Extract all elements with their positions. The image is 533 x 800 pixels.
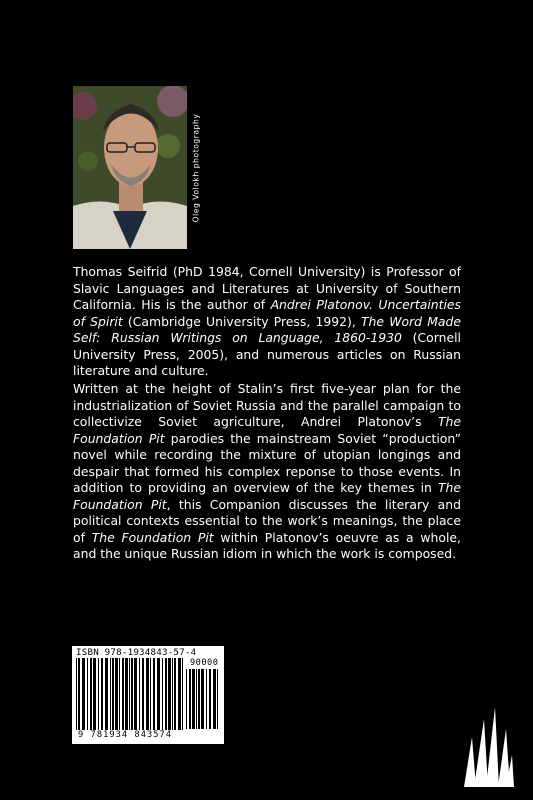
book-description: Written at the height of Stalin’s first five-year plan for the industrialization of Soviet Russia and the parallel campaign to collectivize Soviet agriculture, Andrei Platonov’s The Foundation Pit parodies the mainstream Soviet “production” novel while recording the mixture of utopian longings and despair that formed his complex reponse to those events. In addition to providing an overview of the key themes in The Foundation Pit, this Companion discusses the literary and political contexts essential to the work’s meanings, the place of The Foundation Pit within Platonov’s oeuvre as a whole, and the unique Russian idiom in which the work is composed. (73, 381, 461, 561)
barcode-bar (182, 658, 183, 730)
barcode-bar (119, 658, 120, 730)
barcode-bar (122, 658, 124, 730)
barcode-bar (87, 658, 88, 730)
barcode-bar (115, 658, 118, 730)
barcode-bar (146, 658, 149, 730)
barcode-bar (90, 658, 92, 730)
barcode-bar (125, 658, 128, 730)
author-photo (73, 86, 187, 249)
barcode-bar (209, 669, 211, 729)
barcode-bar (105, 658, 108, 730)
barcode-bar (142, 658, 144, 730)
barcode-digits: 9 781934 843574 (78, 730, 173, 740)
barcode-bar (172, 658, 173, 730)
barcode-bar (134, 658, 137, 730)
barcode-bar (162, 658, 163, 730)
barcode-bar (198, 669, 200, 729)
printer-logo-icon (462, 707, 514, 787)
barcode-bar (196, 669, 197, 729)
author-bio: Thomas Seifrid (PhD 1984, Cornell University) is Professor of Slavic Languages and Literatures at University of Southern California. His is the author of Andrei Platonov. Uncertainties of Spirit (Cambridge University Press, 1992), The Word Made Self: Russian Writings on Language, 1860-1930 (Cornell University Press, 2005), and numerous articles on Russian literature and culture. (73, 264, 461, 378)
barcode-bar (112, 658, 114, 730)
barcode-bar (165, 658, 167, 730)
barcode-bar (213, 669, 216, 729)
barcode-bar (206, 669, 207, 729)
barcode-bar (201, 669, 204, 729)
barcode-bar (110, 658, 111, 730)
barcode-bar (178, 658, 181, 730)
barcode-bar (139, 658, 140, 730)
book-title: Andrei Platonov. Uncertainties of Spirit (73, 297, 461, 329)
barcode-bar (217, 669, 218, 729)
barcode-bar (189, 669, 191, 729)
barcode-bar (101, 658, 103, 730)
barcode-bar (174, 658, 176, 730)
isbn-barcode (72, 646, 224, 744)
isbn-label: ISBN 978-1934843-57-4 (76, 647, 197, 658)
barcode-bar (168, 658, 171, 730)
book-title: The Foundation Pit (91, 529, 214, 545)
barcode-bar (157, 658, 160, 730)
price-addon-number: 90000 (190, 658, 219, 668)
photo-credit: Oleg Volokh photography (191, 113, 201, 222)
book-title: The Word Made Self: Russian Writings on Language, 1860-1930 (73, 313, 461, 345)
barcode-bar (129, 658, 130, 730)
barcode-bar (192, 669, 195, 729)
barcode-bar (150, 658, 151, 730)
book-title: The Foundation Pit (73, 414, 461, 446)
book-title: The Foundation Pit (73, 480, 461, 512)
barcode-bar (82, 658, 85, 730)
price-addon-bars (186, 669, 220, 729)
barcode-bar (98, 658, 99, 730)
barcode-bar (78, 658, 80, 730)
barcode-bar (131, 658, 133, 730)
barcode-bars (76, 658, 184, 730)
barcode-bar (93, 658, 96, 730)
barcode-bar (76, 658, 77, 730)
barcode-bar (153, 658, 155, 730)
barcode-bar (186, 669, 187, 729)
